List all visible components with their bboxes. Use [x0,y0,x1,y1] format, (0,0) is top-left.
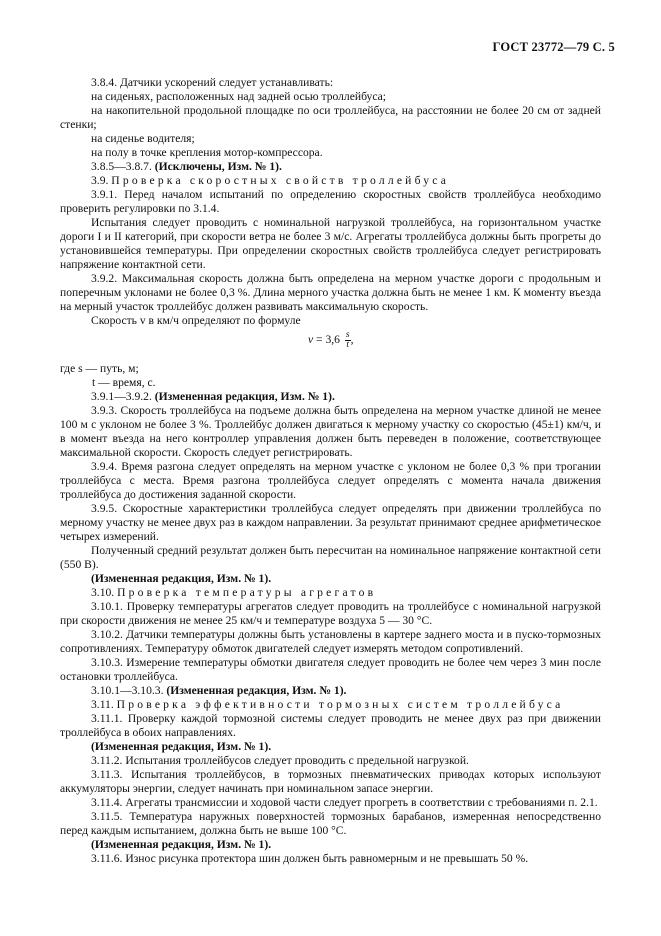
paragraph [60,90,601,104]
paragraph [60,404,601,460]
paragraph [60,600,601,628]
paragraph [60,586,601,600]
paragraph [60,740,601,754]
section-paragraphs-bottom [60,390,601,866]
formula-legend [60,362,601,390]
paragraph-text: на сиденье водителя; [91,132,195,145]
formula-tail: , [350,333,354,347]
paragraph [60,656,601,684]
paragraph [60,796,601,810]
paragraph-text: на накопительной продольной площадке по оси троллейбуса, на расстоянии не более 20 см от задней стенки; [60,104,601,131]
formula-denominator: t [346,340,350,350]
paragraph-text: 3.11.1. Проверку каждой тормозной системы следует проводить не менее двух раз при движении троллейбуса в обоих направлениях. [60,712,601,739]
paragraph [60,174,601,188]
paragraph-text: 3.9.3. Скорость троллейбуса на подъеме должна быть определена на мерном участке длиной не менее 100 м с уклоном не более 3 %. Троллейбус должен двигаться к мерному участку со скоростью (45±1) км/ч, и в момент въезда на него контроллер управления должен быть переведен в положение, соответствующее максимальной скорости. Скорость следует регистрировать. [60,404,601,459]
paragraph [60,502,601,544]
paragraph-text: 3.9.1—3.9.2. [91,390,155,403]
paragraph-text: 3.11.6. Износ рисунка протектора шин должен быть равномерным и не превышать 50 %. [91,852,529,865]
paragraph [60,628,601,656]
paragraph [60,216,601,272]
paragraph-text: 3.10. [91,586,118,599]
paragraph [60,272,601,314]
paragraph-text: 3.11.4. Агрегаты трансмиссии и ходовой части следует прогреть в соответствии с требованиями п. 2.1. [91,796,598,809]
paragraph-text: 3.9.5. Скоростные характеристики троллейбуса следует определять при движении троллейбуса по мерному участку не менее двух раз в каждом направлении. За результат принимают среднее арифметическое четырех измерений. [60,502,601,543]
paragraph [60,460,601,502]
paragraph-text: 3.11.3. Испытания троллейбусов, в тормозных пневматических приводах которых используют аккумуляторы энергии, следует начинать при номинальном запасе энергии. [60,768,601,795]
section-heading-spaced: Проверка эффективности тормозных систем троллейбуса [116,698,564,711]
paragraph [60,104,601,132]
paragraph [60,314,601,328]
amendment-note: (Измененная редакция, Изм. № 1). [91,838,272,851]
section-paragraphs-top [60,76,601,328]
amendment-note: (Измененная редакция, Изм. № 1). [154,390,335,403]
paragraph [60,684,601,698]
legend-line-s: где s — путь, м; [60,362,139,375]
paragraph-text: Испытания следует проводить с номинальной нагрузкой троллейбуса, на горизонтальном участке дороги I и II категорий, при скорости ветра не более 3 м/с. Агрегаты троллейбуса должны быть прогреты до установившейся температуры. При определении скоростных свойств троллейбуса следует регистрировать напряжение контактной сети. [60,216,601,271]
paragraph [60,838,601,852]
page-header: ГОСТ 23772—79 С. 5 [492,40,615,54]
paragraph-text: Полученный средний результат должен быть пересчитан на номинальное напряжение контактной сети (550 В). [60,544,601,571]
paragraph [60,852,601,866]
amendment-note: (Исключены, Изм. № 1). [154,160,282,173]
formula-eq: = 3,6 [313,333,343,347]
paragraph-text: 3.10.1. Проверку температуры агрегатов следует проводить на троллейбусе с номинальной нагрузкой при скорости движения не менее 25 км/ч и температуре воздуха 5 — 30 °С. [60,600,601,627]
paragraph [60,698,601,712]
section-heading-spaced: Проверка температуры агрегатов [117,586,377,599]
paragraph-text: 3.8.4. Датчики ускорений следует устанавливать: [91,76,334,89]
paragraph-text: 3.9.4. Время разгона следует определять на мерном участке с уклоном не более 0,3 % при трогании троллейбуса с места. Время разгона троллейбуса следует определять с момента начала движения троллейбуса до достижения заданной скорости. [60,460,601,501]
paragraph-text: на полу в точке крепления мотор-компрессора. [91,146,323,159]
paragraph-text: 3.9. [91,174,112,187]
speed-formula [60,331,601,359]
paragraph-text: 3.11. [91,698,117,711]
paragraph-text: 3.9.2. Максимальная скорость должна быть определена на мерном участке дороги с продольным и поперечным уклонами не более 0,3 %. Длина мерного участка должна быть не менее 1 км. К моменту въезда на мерный участок троллейбус должен развивать максимальную скорость. [60,272,601,313]
legend-line-t: t — время, с. [92,376,156,389]
formula-lhs: v [308,333,314,347]
paragraph-text: 3.11.2. Испытания троллейбусов следует проводить с предельной нагрузкой. [91,754,469,767]
paragraph [60,146,601,160]
formula-numerator: s [345,330,350,340]
paragraph [60,390,601,404]
paragraph-text: на сиденьях, расположенных над задней осью троллейбуса; [91,90,386,103]
paragraph [60,544,601,572]
paragraph [60,712,601,740]
paragraph-text: 3.10.2. Датчики температуры должны быть установлены в картере заднего моста и в пуско-тормозных сопротивлениях. Температуру обмоток двигателей следует измерять методом сопротивлений. [60,628,601,655]
amendment-note: (Измененная редакция, Изм. № 1). [91,740,272,753]
amendment-note: (Измененная редакция, Изм. № 1). [166,684,347,697]
section-heading-spaced: Проверка скоростных свойств троллейбуса [111,174,450,187]
paragraph [60,810,601,838]
paragraph [60,132,601,146]
paragraph [60,754,601,768]
paragraph-text: Скорость v в км/ч определяют по формуле [91,314,301,327]
document-body [60,76,601,866]
paragraph-text: 3.8.5—3.8.7. [91,160,155,173]
paragraph [60,188,601,216]
paragraph [60,76,601,90]
paragraph [60,768,601,796]
paragraph-text: 3.10.3. Измерение температуры обмотки двигателя следует проводить не более чем через 3 мин после остановки троллейбуса. [60,656,601,683]
amendment-note: (Измененная редакция, Изм. № 1). [91,572,272,585]
paragraph-text: 3.11.5. Температура наружных поверхностей тормозных барабанов, измеренная непосредственно перед каждым испытанием, должна быть не выше 100 °С. [60,810,601,837]
paragraph [60,572,601,586]
paragraph-text: 3.9.1. Перед началом испытаний по определению скоростных свойств троллейбуса необходимо проверить регулировки по 3.1.4. [60,188,601,215]
paragraph-text: 3.10.1—3.10.3. [91,684,167,697]
paragraph [60,160,601,174]
